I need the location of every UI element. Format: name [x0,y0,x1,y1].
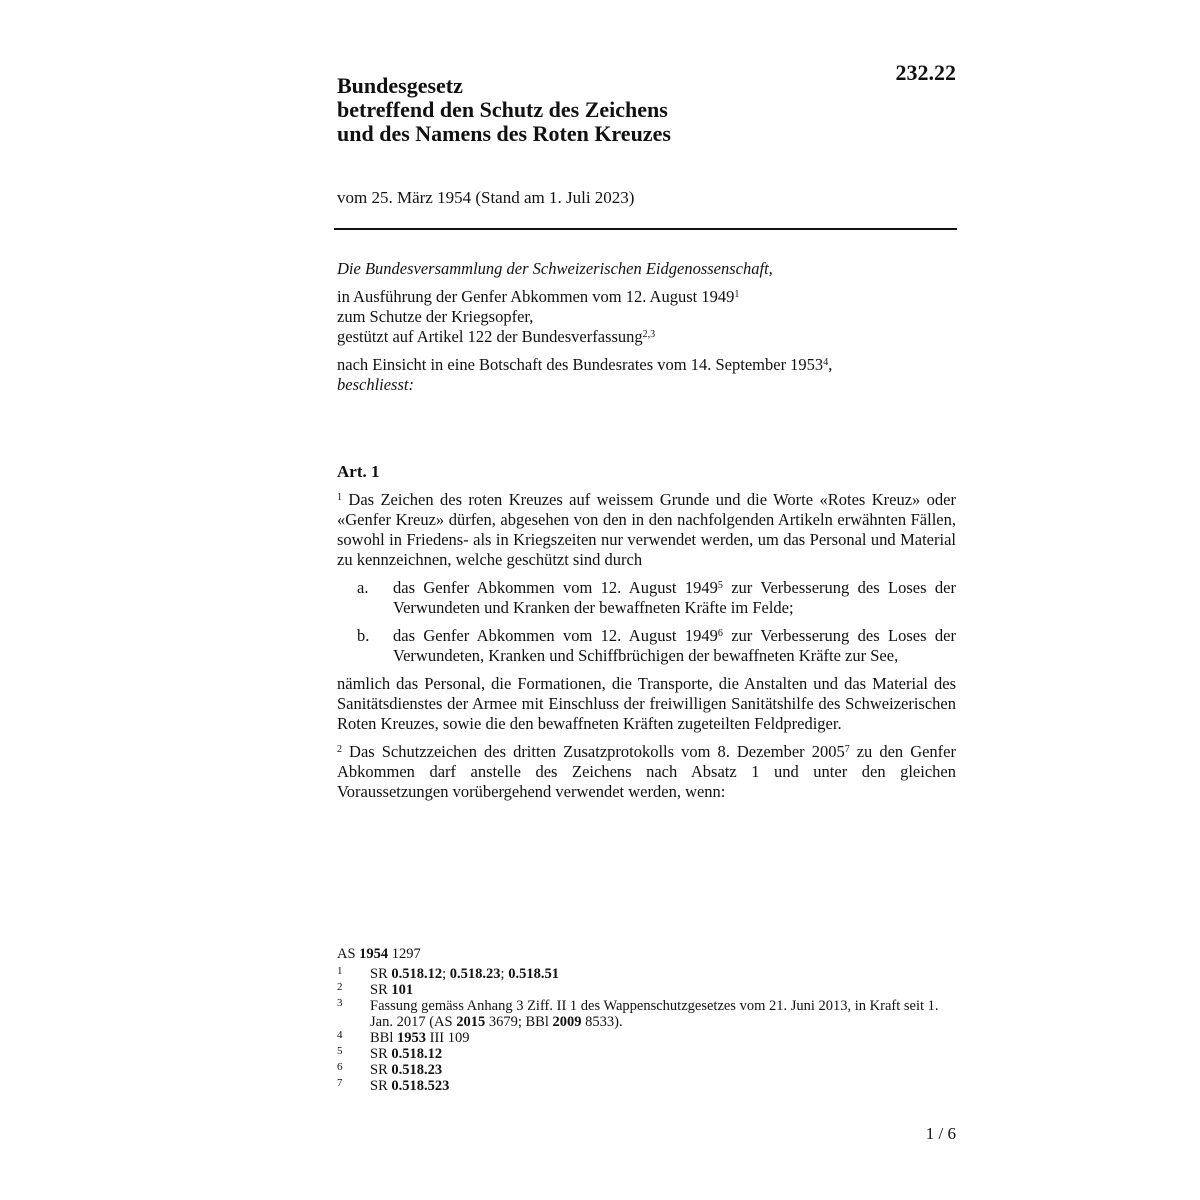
footnote-ref[interactable]: 2,3 [642,329,656,340]
list-item: b. das Genfer Abkommen vom 12. August 1949$^6$ zur Verbesserung des Loses der Verwundeten, Kranken und Schiffbrüchigen der bewaffneten Kräfte zur See, [357,626,956,665]
footnote-ref[interactable]: 5 [717,580,723,591]
law-date: vom 25. März 1954 (Stand am 1. Juli 2023) [337,188,635,207]
footnote: 5 SR 0.518.12 [337,1045,443,1062]
title-line: betreffend den Schutz des Zeichens [337,97,668,122]
preamble-decision: beschliesst: [337,375,414,394]
title-line: Bundesgesetz [337,73,463,98]
article-paragraph: $^1$ Das Zeichen des roten Kreuzes auf weissem Grunde und die Worte «Rotes Kreuz» oder «Genfer Kreuz» dürfen, abgesehen von den in den nachfolgenden Artikeln erwähnten Fällen, sowohl in Friedens- als in Kriegszeiten nur verwendet werden, um das Personal und Material zu kennzeichnen, welche geschützt sind durch [337,490,956,569]
footnote-ref[interactable]: 7 [844,744,850,755]
footnote-ref[interactable]: 6 [717,628,723,639]
preamble-line: in Ausführung der Genfer Abkommen vom 12. August 1949$^1$ [337,287,740,306]
header-divider [334,228,957,230]
page-number: 1 / 6 [925,1124,956,1143]
preamble [337,259,956,395]
law-title [337,74,671,146]
as-reference: AS 1954 1297 [337,946,421,962]
footnote: 3 Fassung gemäss Anhang 3 Ziff. II 1 des Wappenschutzgesetzes vom 21. Juni 2013, in Kraft seit 1. Jan. 2017 (AS 2015 3679; BBl 2009 8533). [337,997,939,1030]
sr-number: 232.22 [895,60,956,85]
footnote: 7 SR 0.518.523 [337,1077,450,1094]
footnote: 4 BBl 1953 III 109 [337,1029,470,1046]
footnote: 1 SR 0.518.12; 0.518.23; 0.518.51 [337,965,559,982]
preamble-line: zum Schutze der Kriegsopfer, [337,307,534,326]
list-item: a. das Genfer Abkommen vom 12. August 1949$^5$ zur Verbesserung des Loses der Verwundeten und Kranken der bewaffneten Kräfte im Felde; [357,578,956,617]
footnote: 2 SR 101 [337,981,414,998]
footnotes [337,946,956,1094]
preamble-line: gestützt auf Artikel 122 der Bundesverfassung$^{2,3}$ [337,327,656,346]
preamble-line: nach Einsicht in eine Botschaft des Bundesrates vom 14. September 1953$^4$, [337,355,833,374]
article-title: Art. 1 [337,462,380,481]
footnote-ref[interactable]: 1 [734,289,740,300]
footnote: 6 SR 0.518.23 [337,1061,443,1078]
article-paragraph: $^2$ Das Schutzzeichen des dritten Zusatzprotokolls vom 8. Dezember 2005$^7$ zu den Genfer Abkommen darf anstelle des Zeichens nach Absatz 1 und unter den gleichen Voraussetzungen vorübergehend verwendet werden, wenn: [337,742,956,801]
title-line: und des Namens des Roten Kreuzes [337,121,671,146]
article-body [337,462,956,810]
preamble-assembly: Die Bundesversammlung der Schweizerischen Eidgenossenschaft, [337,259,773,278]
article-paragraph: nämlich das Personal, die Formationen, die Transporte, die Anstalten und das Material des Sanitätsdienstes der Armee mit Einschluss der freiwilligen Sanitätshilfe des Schweizerischen Roten Kreuzes, sowie die den bewaffneten Kräften zugeteilten Feldprediger. [337,674,956,733]
footnote-ref[interactable]: 4 [823,357,829,368]
